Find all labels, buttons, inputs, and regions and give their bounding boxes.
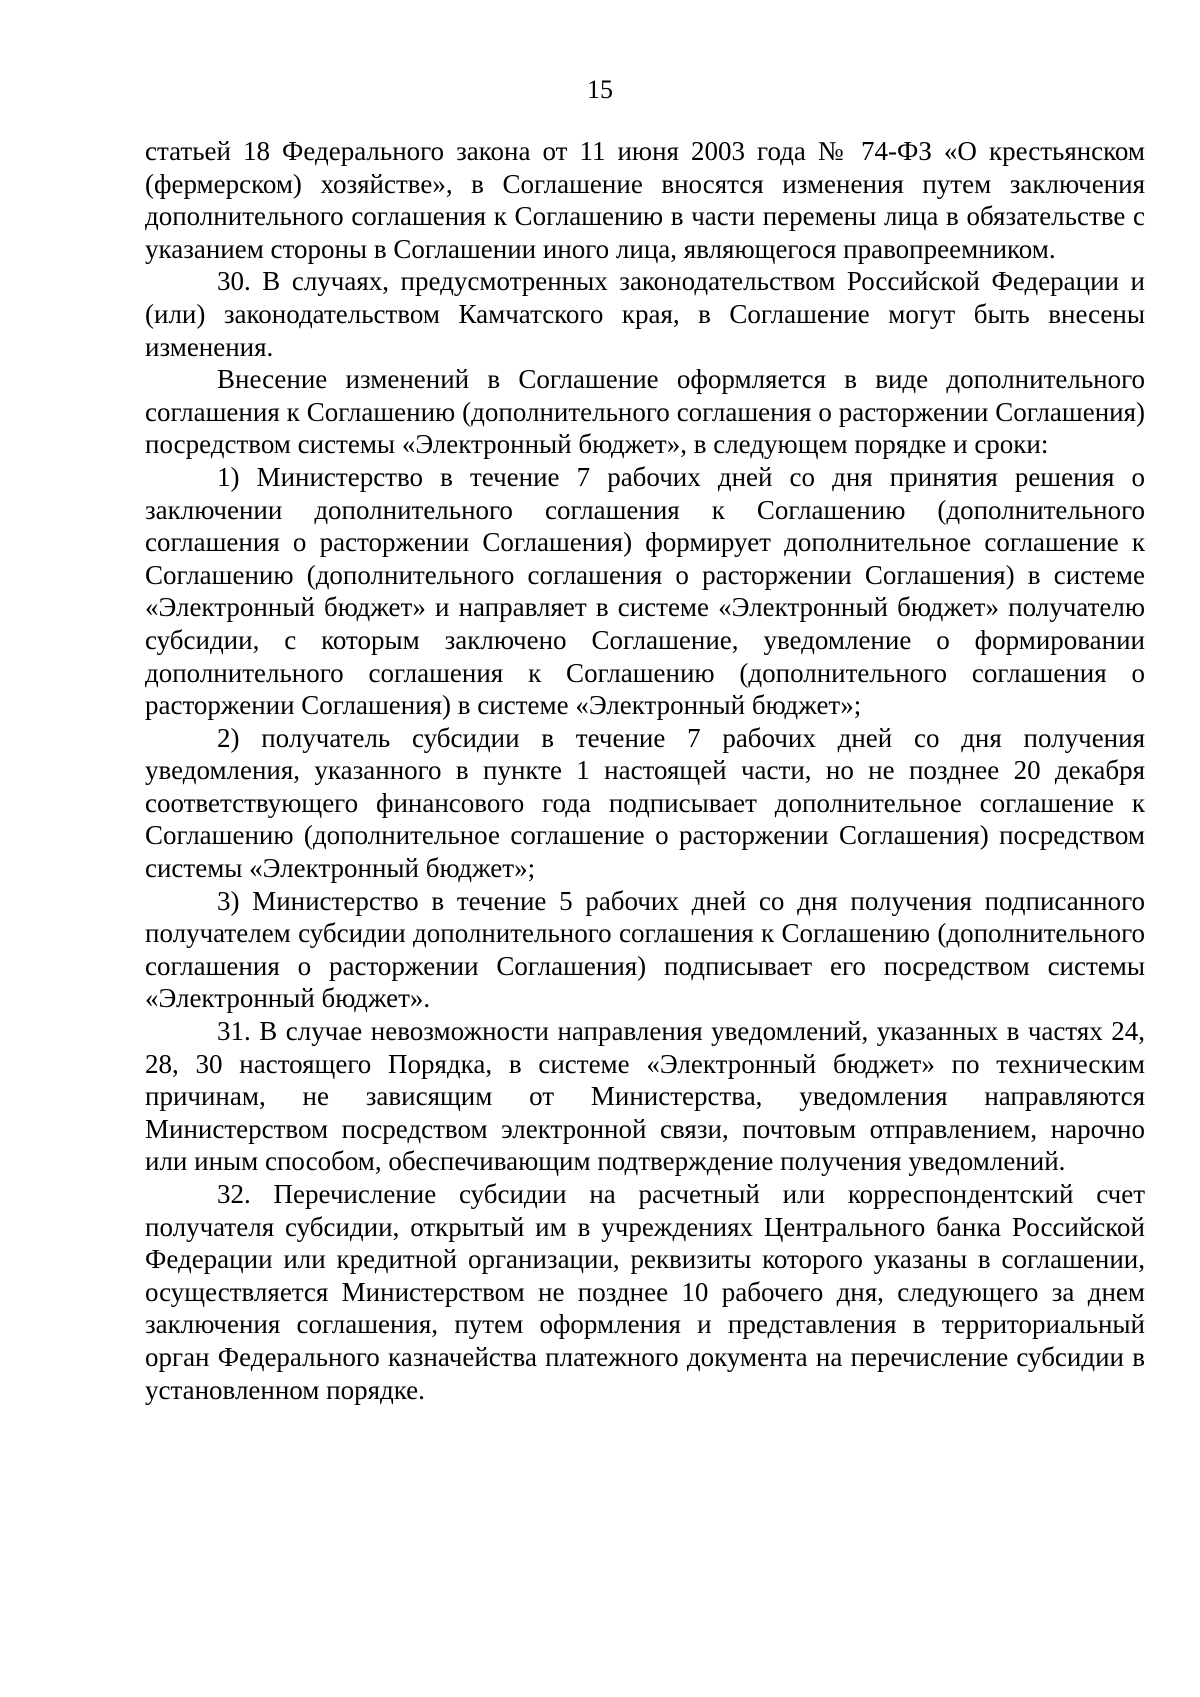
paragraph-32-transfer: 32. Перечисление субсидии на расчетный или корреспондентский счет получателя субсидии, открытый им в учреждениях Центрального банка Российской Федерации или кредитной организации, реквизиты которого указаны в соглашении, осуществляется Министерством не позднее 10 рабочего дня, следующего за днем заключения соглашения, путем оформления и представления в территориальный орган Федерального казначейства платежного документа на перечисление субсидии в установленном порядке. bbox=[145, 1179, 1145, 1405]
page-number: 15 bbox=[587, 75, 613, 104]
paragraph-amendment-procedure: Внесение изменений в Соглашение оформляется в виде дополнительного соглашения к Соглашению (дополнительного соглашения о расторжении Соглашения) посредством системы «Электронный бюджет», в следующем порядке и сроки: bbox=[145, 364, 1145, 460]
paragraph-31-notifications: 31. В случае невозможности направления уведомлений, указанных в частях 24, 28, 30 настоящего Порядка, в системе «Электронный бюджет» по техническим причинам, не зависящим от Министерства, уведомления направляются Министерством посредством электронной связи, почтовым отправлением, нарочно или иным способом, обеспечивающим подтверждение получения уведомлений. bbox=[145, 1016, 1145, 1177]
paragraph-step-1: 1) Министерство в течение 7 рабочих дней со дня принятия решения о заключении дополнительного соглашения к Соглашению (дополнительного соглашения о расторжении Соглашения) формирует дополнительное соглашение к Соглашению (дополнительного соглашения о расторжении Соглашения) в системе «Электронный бюджет» и направляет в системе «Электронный бюджет» получателю субсидии, с которым заключено Соглашение, уведомление о формировании дополнительного соглашения к Соглашению (дополнительного соглашения о расторжении Соглашения) в системе «Электронный бюджет»; bbox=[145, 461, 1145, 721]
paragraph-step-3: 3) Министерство в течение 5 рабочих дней со дня получения подписанного получателем субсидии дополнительного соглашения к Соглашению (дополнительного соглашения о расторжении Соглашения) подписывает его посредством системы «Электронный бюджет». bbox=[145, 885, 1145, 1014]
paragraph-continuation-law-reference: статьей 18 Федерального закона от 11 июня 2003 года № 74-ФЗ «О крестьянском (фермерском) хозяйстве», в Соглашение вносятся изменения путем заключения дополнительного соглашения к Соглашению в части перемены лица в обязательстве с указанием стороны в Соглашении иного лица, являющегося правопреемником. bbox=[145, 136, 1145, 264]
paragraph-step-2: 2) получатель субсидии в течение 7 рабочих дней со дня получения уведомления, указанного в пункте 1 настоящей части, но не позднее 20 декабря соответствующего финансового года подписывает дополнительное соглашение к Соглашению (дополнительное соглашение о расторжении Соглашения) посредством системы «Электронный бюджет»; bbox=[145, 722, 1145, 884]
document-body bbox=[145, 135, 1145, 1406]
paragraph-30-changes: 30. В случаях, предусмотренных законодательством Российской Федерации и (или) законодательством Камчатского края, в Соглашение могут быть внесены изменения. bbox=[145, 266, 1145, 362]
